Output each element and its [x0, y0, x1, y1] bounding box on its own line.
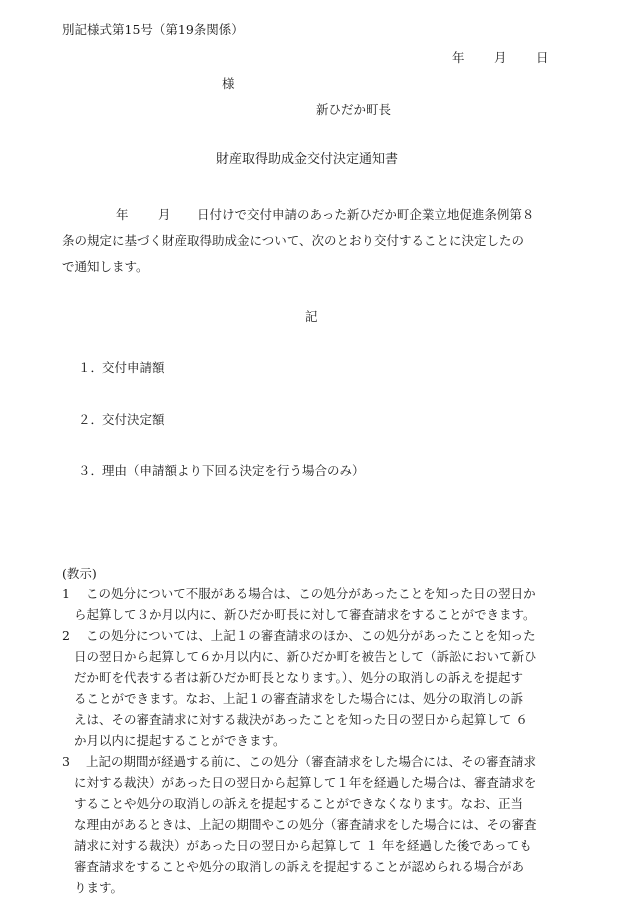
- notice-entry-2-line-2: 日の翌日から起算して６か月以内に、新ひだか町を被告として（訴訟において新ひ: [74, 649, 537, 664]
- notice-entry-3-number: 3: [62, 754, 70, 769]
- notice-entry-3-line-6: 審査請求をすることや処分の取消しの訴えを提起することが認められる場合があ: [74, 859, 525, 874]
- notice-entry-2-line-6: か月以内に提起することができます。: [74, 733, 286, 748]
- ki-mark: 記: [305, 309, 318, 324]
- addressee-suffix: 様: [222, 76, 235, 91]
- item-2-number: ２．: [78, 412, 104, 427]
- notice-heading: (教示): [62, 566, 97, 581]
- body-line-1: 日付けで交付申請のあった新ひだか町企業立地促進条例第８: [197, 207, 535, 222]
- notice-entry-2-line-1: この処分については、上記１の審査請求のほか、この処分があったことを知った: [86, 628, 536, 643]
- body-line-2: 条の規定に基づく財産取得助成金について、次のとおり交付することに決定したの: [62, 233, 525, 248]
- notice-entry-2-number: 2: [62, 628, 70, 643]
- notice-entry-3-line-2: に対する裁決）があった日の翌日から起算して１年を経過した場合は、審査請求を: [74, 775, 537, 790]
- date-year-label: 年: [452, 50, 465, 65]
- notice-entry-1-number: 1: [62, 586, 70, 601]
- notice-entry-3-line-4: な理由があるときは、上記の期間やこの処分（審査請求をした場合には、その審査: [74, 817, 537, 832]
- notice-entry-3-line-7: ります。: [74, 880, 124, 895]
- body-year-label: 年: [116, 207, 129, 222]
- notice-entry-3-line-5: 請求に対する裁決）があった日の翌日から起算して １ 年を経過した後であっても: [74, 838, 532, 853]
- item-2-label: 交付決定額: [102, 412, 165, 427]
- notice-entry-2-line-4: ることができます。なお、上記１の審査請求をした場合には、処分の取消しの訴: [74, 691, 524, 706]
- notice-entry-3-line-1: 上記の期間が経過する前に、この処分（審査請求をした場合には、その審査請求: [86, 754, 537, 769]
- notice-entry-1-line-2: ら起算して３か月以内に、新ひだか町長に対して審査請求をすることができます。: [74, 607, 536, 622]
- item-3-label: 理由（申請額より下回る決定を行う場合のみ）: [102, 463, 365, 478]
- notice-entry-2-line-3: だか町を代表する者は新ひだか町長となります。）、処分の取消しの訴えを提起す: [74, 670, 524, 685]
- issuer: 新ひだか町長: [316, 102, 392, 117]
- notice-entry-1-line-1: この処分について不服がある場合は、この処分があったことを知った日の翌日か: [86, 586, 536, 601]
- notice-entry-3-line-3: することや処分の取消しの訴えを提起することができなくなります。なお、正当: [74, 796, 524, 811]
- item-1-label: 交付申請額: [102, 360, 165, 375]
- document-title: 財産取得助成金交付決定通知書: [216, 152, 399, 167]
- body-month-label: 月: [158, 207, 171, 222]
- date-month-label: 月: [494, 50, 507, 65]
- date-day-label: 日: [536, 50, 549, 65]
- form-id: 別記様式第15号（第19条関係）: [62, 22, 244, 37]
- item-1-number: １．: [78, 360, 104, 375]
- item-3-number: ３．: [78, 463, 104, 478]
- body-line-3: で通知します。: [62, 259, 149, 274]
- notice-entry-2-line-5: えは、その審査請求に対する裁決があったことを知った日の翌日から起算して ６: [74, 712, 528, 727]
